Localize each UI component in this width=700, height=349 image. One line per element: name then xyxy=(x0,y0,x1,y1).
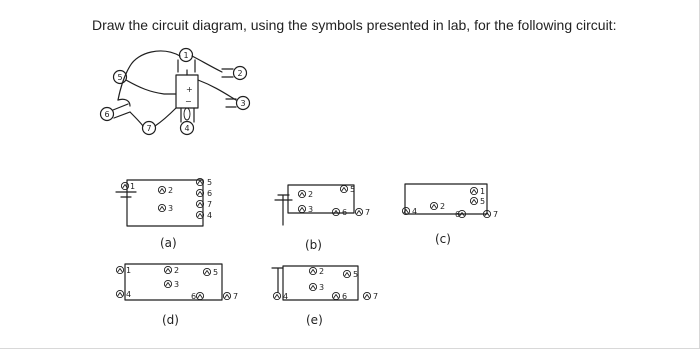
sketch-num-3: 3 xyxy=(240,99,246,108)
a-bulb-1: 1 xyxy=(130,182,136,191)
answer-e-label: (e) xyxy=(306,313,323,327)
b-bulb-5: 5 xyxy=(350,185,356,194)
answer-e xyxy=(272,266,378,327)
sketch-num-2: 2 xyxy=(237,69,243,78)
b-bulb-3: 3 xyxy=(308,205,314,214)
c-bulb-1: 1 xyxy=(480,187,486,196)
b-bulb-2: 2 xyxy=(308,190,314,199)
sketch-num-1: 1 xyxy=(183,51,189,60)
d-bulb-5: 5 xyxy=(213,268,219,277)
d-bulb-6: 6 xyxy=(191,292,197,301)
a-bulb-2: 2 xyxy=(168,186,174,195)
e-bulb-4: 4 xyxy=(283,292,289,301)
circuit-sketch xyxy=(101,49,250,135)
a-bulb-4: 4 xyxy=(207,211,213,220)
answer-c-label: (c) xyxy=(435,232,451,246)
e-bulb-3: 3 xyxy=(319,283,325,292)
sketch-num-5: 5 xyxy=(117,73,123,82)
a-bulb-3: 3 xyxy=(168,204,174,213)
e-bulb-5: 5 xyxy=(353,270,359,279)
d-bulb-2: 2 xyxy=(174,266,180,275)
sketch-num-4: 4 xyxy=(184,124,190,133)
e-bulb-7: 7 xyxy=(373,292,379,301)
answer-d xyxy=(116,264,238,327)
a-bulb-5: 5 xyxy=(207,178,213,187)
a-bulb-6: 6 xyxy=(207,189,213,198)
battery-minus-label: − xyxy=(185,97,192,106)
b-bulb-6: 6 xyxy=(342,208,348,217)
b-bulb-7: 7 xyxy=(365,208,371,217)
answer-b-label: (b) xyxy=(305,238,322,252)
answer-c xyxy=(402,184,498,246)
battery-plus-label: + xyxy=(186,85,193,94)
c-bulb-7: 7 xyxy=(493,210,499,219)
c-bulb-6: 6 xyxy=(455,210,461,219)
sketch-num-7: 7 xyxy=(146,124,152,133)
e-bulb-2: 2 xyxy=(319,267,325,276)
d-bulb-7: 7 xyxy=(233,292,239,301)
answer-d-label: (d) xyxy=(162,313,179,327)
a-bulb-7: 7 xyxy=(207,200,213,209)
e-bulb-6: 6 xyxy=(342,292,348,301)
d-bulb-4: 4 xyxy=(126,290,132,299)
d-bulb-1: 1 xyxy=(126,266,132,275)
answer-a-label: (a) xyxy=(160,236,177,250)
answer-b xyxy=(275,185,370,252)
answer-a xyxy=(116,178,212,250)
c-bulb-4: 4 xyxy=(412,207,418,216)
c-bulb-5: 5 xyxy=(480,197,486,206)
sketch-num-6: 6 xyxy=(104,110,110,119)
d-bulb-3: 3 xyxy=(174,280,180,289)
c-bulb-2: 2 xyxy=(440,202,446,211)
question-text: Draw the circuit diagram, using the symbols presented in lab, for the following circuit: xyxy=(92,17,617,33)
